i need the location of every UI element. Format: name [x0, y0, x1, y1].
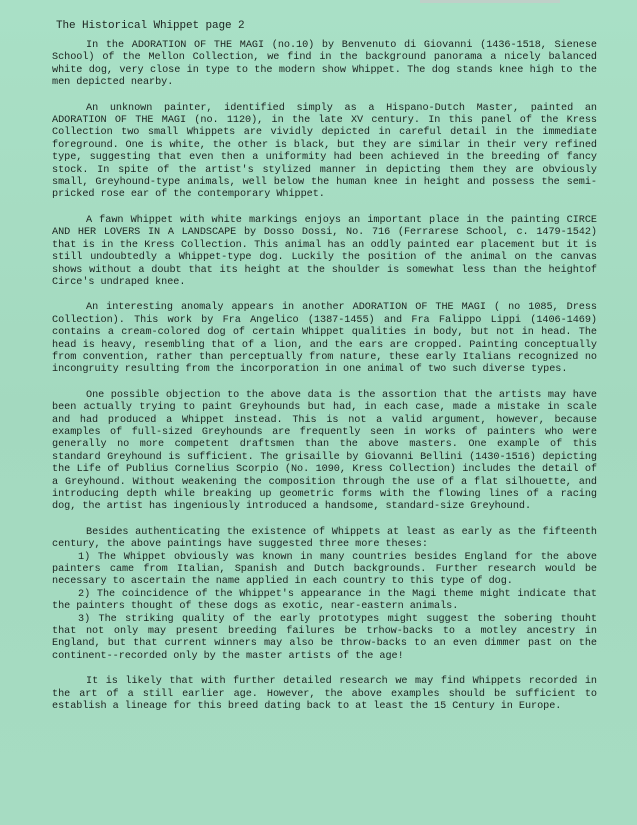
thesis-item-1: 1) The Whippet obviously was known in many countries besides England for the above painters came from Italian, Spanish and Dutch backgrounds. Further research would be necessary to ascertain the name applied in each country to this type of dog.	[52, 551, 597, 588]
paragraph-objection: One possible objection to the above data is the assortion that the artists may have been actually trying to paint Greyhounds but had, in each case, made a mistake in scale and had produced a Whippet instead. This is not a valid argument, however, because examples of full-sized Greyhounds are frequently seen in works of painters who were generally no more competent draftsmen than the above masters. One example of this standard Greyhound is sufficient. The grisaille by Giovanni Bellini (1430-1516) depicting the Life of Publius Cornelius Scorpio (No. 1090, Kress Collection) includes the detail of a Greyhound. Without weakening the composition through the use of a flat silhouette, and introducing depth while breaking up geometric forms with the flowing lines of a racing dog, the artist has ingeniously introduced a handsome, standard-size Greyhound.	[52, 389, 597, 513]
paragraph-dosso-dossi: A fawn Whippet with white markings enjoys an important place in the painting CIRCE AND HER LOVERS IN A LANDSCAPE by Dosso Dossi, No. 716 (Ferrarese School, c. 1479-1542) that is in the Kress Collection. This animal has an oddly painted ear placement but it is still undoubtedly a Whippet-type dog. Luckily the position of the animal on the canvas shows without a doubt that its height at the shoulder is somewhat less than the heightof Circe's undraped knee.	[52, 214, 597, 288]
paragraph-closing: It is likely that with further detailed research we may find Whippets recorded in the art of a still earlier age. However, the above examples should be sufficient to establish a lineage for this breed dating back to at least the 15 Century in Europe.	[52, 676, 597, 713]
thesis-item-2: 2) The coincidence of the Whippet's appearance in the Magi theme might indicate that the painters thought of these dogs as exotic, near-eastern animals.	[52, 588, 597, 613]
paragraph-hispano-dutch: An unknown painter, identified simply as a Hispano-Dutch Master, painted an ADORATION OF THE MAGI (no. 1120), in the late XV century. In this panel of the Kress Collection two small Whippets are vividly depicted in careful detail in the immediate foreground. One is white, the other is black, but they are similar in their very refined type, suggesting that even then a uniformity had been achieved in the breeding of fancy stock. In spite of the artist's stylized manner in depicting them they are obviously small, Greyhound-type animals, well below the human knee in height and possess the semi-pricked rose ear of the contemporary Whippet.	[52, 102, 597, 201]
paragraph-theses-intro: Besides authenticating the existence of Whippets at least as early as the fifteenth century, the above paintings have suggested three more theses:	[52, 526, 597, 551]
thesis-item-3: 3) The striking quality of the early prototypes might suggest the sobering thouht that not only may present breeding failures be trhow-backs to a motley ancestry in England, but that current winners may also be throw-backs to an even dimmer past on the continent--recorded only by the master artists of the age!	[52, 613, 597, 662]
paragraph-benvenuto: In the ADORATION OF THE MAGI (no.10) by Benvenuto di Giovanni (1436-1518, Sienese School) of the Mellon Collection, we find in the background panorama a nicely balanced white dog, very close in type to the modern show Whippet. The dog stands knee high to the men depicted nearby.	[52, 40, 597, 89]
paragraph-fra-angelico: An interesting anomaly appears in another ADORATION OF THE MAGI ( no 1085, Dress Collection). This work by Fra Angelico (1387-1455) and Fra Falippo Lippi (1406-1469) contains a cream-colored dog of certain Whippet qualities in body, but not in head. The head is heavy, resembling that of a lion, and the ears are cropped. Painting conceptually from convention, rather than perceptually from nature, these early Italians recognized no incongruity resulting from the incorporation in one animal of two such diverse types.	[52, 302, 597, 376]
document-body	[52, 40, 597, 727]
scan-artifact-line	[420, 0, 560, 3]
page-header: The Historical Whippet page 2	[56, 20, 245, 32]
